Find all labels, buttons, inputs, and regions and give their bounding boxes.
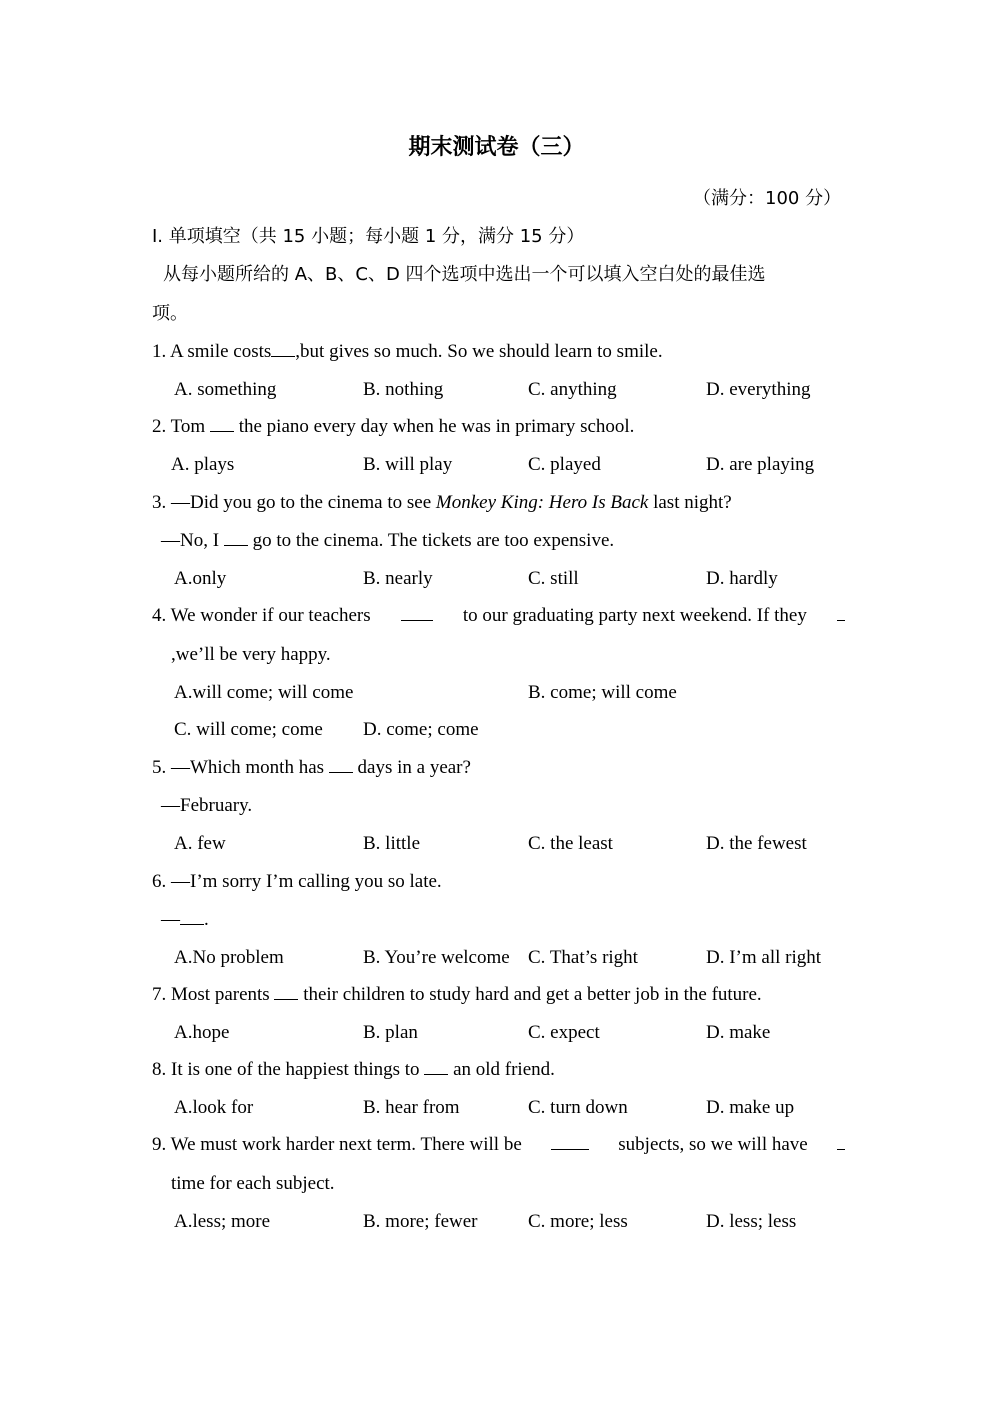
instruction-text: 从每小题所给的 A、B、C、D 四个选项中选出一个可以填入空白处的最佳选 bbox=[163, 264, 766, 285]
answer-blank bbox=[180, 908, 204, 925]
question-4-stem bbox=[152, 604, 845, 628]
question-5-stem bbox=[152, 756, 471, 780]
option-a: A. few bbox=[174, 833, 226, 854]
question-3-stem bbox=[152, 491, 732, 515]
option-d: D. everything bbox=[706, 379, 811, 400]
option-d: D. the fewest bbox=[706, 833, 807, 854]
reply-text: —No, I bbox=[161, 530, 220, 551]
option-c: C. still bbox=[528, 568, 579, 589]
instruction-text-cont: 项。 bbox=[152, 303, 188, 324]
option-d: D. come; come bbox=[363, 719, 479, 740]
stem-text: subjects, so we will have bbox=[618, 1134, 808, 1155]
stem-text: 1. A smile costs bbox=[152, 341, 272, 362]
question-7-stem bbox=[152, 983, 762, 1007]
answer-blank bbox=[210, 415, 234, 432]
option-b: B. come; will come bbox=[528, 682, 677, 703]
option-d: D. make up bbox=[706, 1097, 795, 1118]
option-c: C. played bbox=[528, 454, 601, 475]
option-c: C. will come; come bbox=[174, 719, 323, 740]
answer-blank bbox=[837, 604, 845, 621]
stem-text: their children to study hard and get a better job in the future. bbox=[303, 984, 762, 1005]
option-a: A.hope bbox=[174, 1022, 230, 1043]
option-a: A.No problem bbox=[174, 947, 284, 968]
answer-blank bbox=[224, 529, 248, 546]
option-a: A.less; more bbox=[174, 1211, 271, 1232]
option-b: B. nearly bbox=[363, 568, 433, 589]
question-9-stem-cont: time for each subject. bbox=[171, 1173, 335, 1194]
answer-blank bbox=[424, 1058, 448, 1075]
option-c: C. more; less bbox=[528, 1211, 628, 1232]
option-d: D. less; less bbox=[706, 1211, 797, 1232]
stem-text: ,but gives so much. So we should learn to smile. bbox=[295, 341, 663, 362]
question-2-stem bbox=[152, 415, 634, 439]
answer-blank bbox=[271, 340, 295, 357]
stem-text: 2. Tom bbox=[152, 416, 206, 437]
question-6-stem: 6. —I’m sorry I’m calling you so late. bbox=[152, 871, 442, 892]
stem-text: 4. We wonder if our teachers bbox=[152, 605, 371, 626]
stem-text: days in a year? bbox=[357, 757, 471, 778]
answer-blank bbox=[401, 604, 433, 621]
option-a: A.look for bbox=[174, 1097, 254, 1118]
option-b: B. You’re welcome bbox=[363, 947, 510, 968]
stem-text: the piano every day when he was in primary school. bbox=[238, 416, 635, 437]
answer-blank bbox=[329, 756, 353, 773]
option-b: B. plan bbox=[363, 1022, 418, 1043]
reply-text: — bbox=[161, 909, 180, 930]
option-c: C. That’s right bbox=[528, 947, 638, 968]
stem-text: 5. —Which month has bbox=[152, 757, 325, 778]
question-8-stem bbox=[152, 1058, 555, 1082]
option-d: D. are playing bbox=[706, 454, 815, 475]
option-b: B. hear from bbox=[363, 1097, 460, 1118]
stem-text: last night? bbox=[653, 492, 732, 513]
option-b: B. more; fewer bbox=[363, 1211, 478, 1232]
option-a: A. plays bbox=[171, 454, 235, 475]
option-c: C. the least bbox=[528, 833, 613, 854]
option-b: B. nothing bbox=[363, 379, 444, 400]
option-a: A. something bbox=[174, 379, 277, 400]
section-heading: Ⅰ. 单项填空（共 15 小题；每小题 1 分，满分 15 分） bbox=[152, 226, 585, 247]
question-1-stem bbox=[152, 340, 663, 364]
answer-blank bbox=[274, 983, 298, 1000]
page-title: 期末测试卷（三） bbox=[408, 135, 585, 160]
option-c: C. anything bbox=[528, 379, 617, 400]
stem-text: to our graduating party next weekend. If they bbox=[462, 605, 807, 626]
stem-text: an old friend. bbox=[453, 1059, 555, 1080]
stem-text: 3. —Did you go to the cinema to see bbox=[152, 492, 432, 513]
answer-blank bbox=[551, 1133, 589, 1150]
option-a: A.only bbox=[174, 568, 227, 589]
option-b: B. will play bbox=[363, 454, 453, 475]
reply-text: go to the cinema. The tickets are too expensive. bbox=[252, 530, 615, 551]
option-c: C. expect bbox=[528, 1022, 600, 1043]
stem-text: 8. It is one of the happiest things to bbox=[152, 1059, 420, 1080]
full-score: （满分：100 分） bbox=[693, 188, 842, 209]
option-c: C. turn down bbox=[528, 1097, 628, 1118]
question-5-reply: —February. bbox=[161, 795, 253, 816]
question-6-reply bbox=[161, 908, 209, 932]
stem-text: 7. Most parents bbox=[152, 984, 270, 1005]
option-d: D. make bbox=[706, 1022, 771, 1043]
option-d: D. I’m all right bbox=[706, 947, 822, 968]
option-b: B. little bbox=[363, 833, 420, 854]
film-title: Monkey King: Hero Is Back bbox=[435, 492, 649, 513]
option-d: D. hardly bbox=[706, 568, 778, 589]
option-a: A.will come; will come bbox=[174, 682, 354, 703]
question-9-stem bbox=[152, 1133, 845, 1157]
reply-text: . bbox=[204, 909, 209, 930]
question-3-reply bbox=[161, 529, 614, 553]
stem-text: 9. We must work harder next term. There will be bbox=[152, 1134, 522, 1155]
question-4-stem-cont: ,we’ll be very happy. bbox=[171, 644, 331, 665]
answer-blank bbox=[837, 1133, 845, 1150]
